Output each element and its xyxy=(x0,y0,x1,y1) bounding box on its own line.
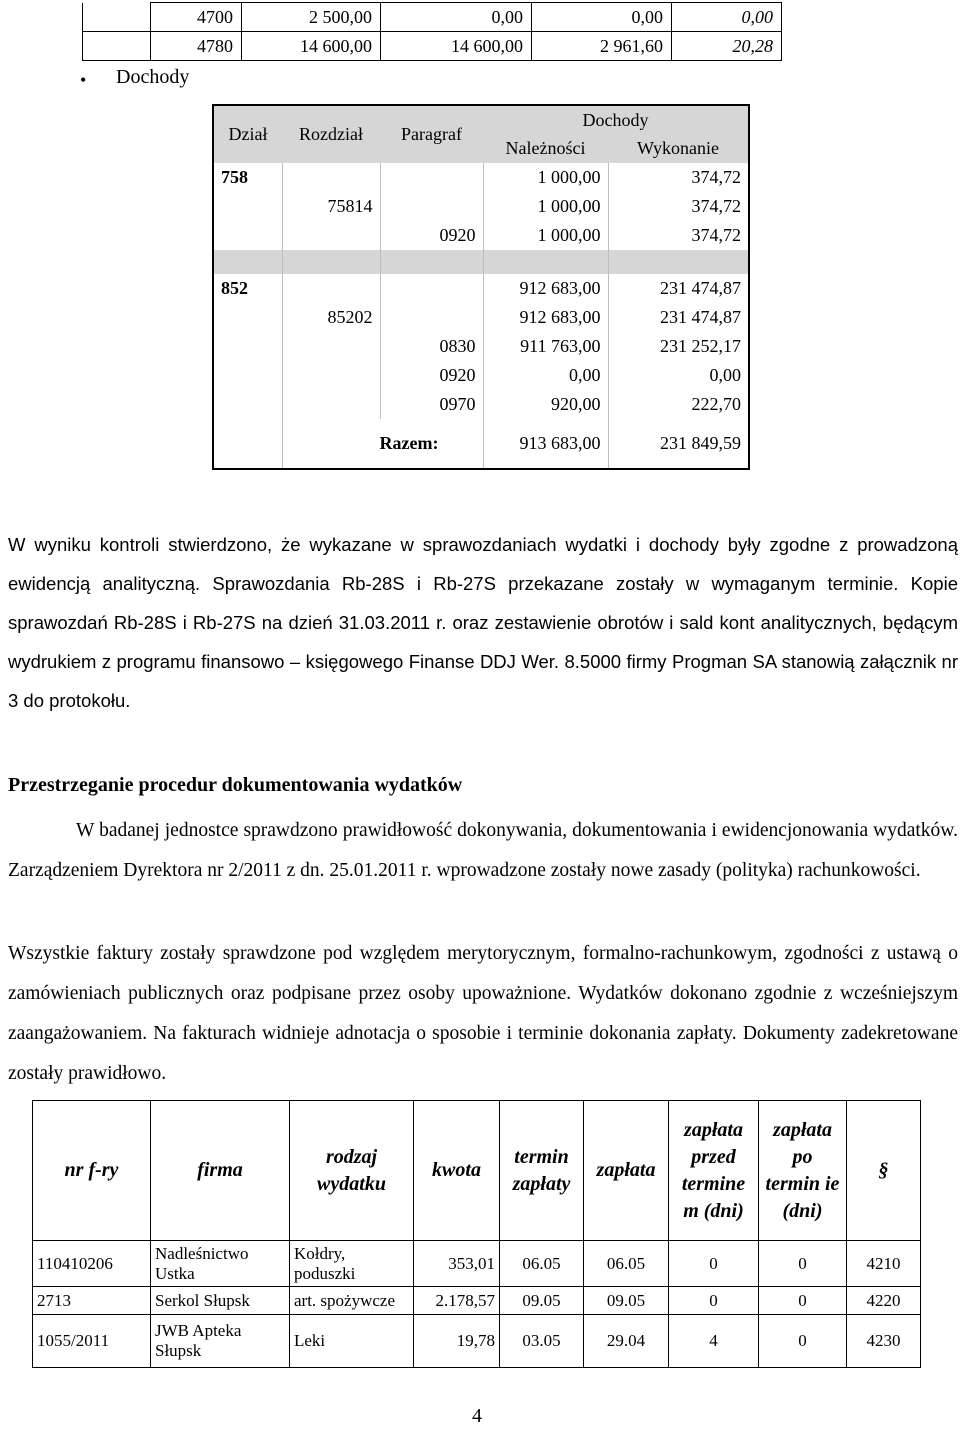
table-cell: 852 xyxy=(213,274,282,303)
col-header-paragraf: Paragraf xyxy=(380,105,483,163)
col-header-po: zapłata po termin ie (dni) xyxy=(759,1101,847,1241)
table-row xyxy=(213,332,749,361)
table-cell: 2.178,57 xyxy=(414,1287,500,1315)
table-cell: 2 500,00 xyxy=(242,3,381,32)
table-cell xyxy=(213,192,282,221)
table-cell: 20,28 xyxy=(672,32,782,61)
col-header-kwota: kwota xyxy=(414,1101,500,1241)
table-cell: 03.05 xyxy=(500,1315,584,1368)
table-cell xyxy=(380,192,483,221)
table-cell: 1 000,00 xyxy=(483,163,608,192)
table-cell: 0920 xyxy=(380,221,483,250)
table-cell xyxy=(213,303,282,332)
table-cell xyxy=(282,361,380,390)
table-cell: Kołdry, poduszki xyxy=(290,1241,414,1287)
table-cell: 231 474,87 xyxy=(608,274,749,303)
col-header-przed: zapłata przed termine m (dni) xyxy=(669,1101,759,1241)
table-cell: 2 961,60 xyxy=(532,32,672,61)
table-row xyxy=(33,1287,921,1315)
table-cell: 0,00 xyxy=(532,3,672,32)
table-row xyxy=(33,1315,921,1368)
table-cell xyxy=(380,163,483,192)
table-cell: 85202 xyxy=(282,303,380,332)
table-cell: 374,72 xyxy=(608,192,749,221)
table-cell xyxy=(282,332,380,361)
table-row xyxy=(213,361,749,390)
table-cell: 1055/2011 xyxy=(33,1315,151,1368)
table-spacer-row xyxy=(213,250,749,274)
col-header-nr: nr f-ry xyxy=(33,1101,151,1241)
table-row xyxy=(213,274,749,303)
table-cell: 222,70 xyxy=(608,390,749,419)
table-cell: 0 xyxy=(759,1315,847,1368)
table-cell: 1 000,00 xyxy=(483,221,608,250)
table-cell: 0 xyxy=(759,1241,847,1287)
table-cell: 0 xyxy=(669,1241,759,1287)
table-cell: 1 000,00 xyxy=(483,192,608,221)
table-cell: 06.05 xyxy=(584,1241,669,1287)
invoice-table xyxy=(32,1100,921,1368)
col-header-rozdzial: Rozdział xyxy=(282,105,380,163)
table-cell xyxy=(380,274,483,303)
table-cell: 09.05 xyxy=(584,1287,669,1315)
table-cell xyxy=(282,274,380,303)
table-cell: 231 252,17 xyxy=(608,332,749,361)
table-cell: 4700 xyxy=(151,3,242,32)
table-cell: 374,72 xyxy=(608,163,749,192)
col-header-firma: firma xyxy=(151,1101,290,1241)
table-cell xyxy=(213,361,282,390)
table-cell: 29.04 xyxy=(584,1315,669,1368)
table-header-row xyxy=(33,1101,921,1241)
table-cell: 0 xyxy=(759,1287,847,1315)
table-cell: 4220 xyxy=(847,1287,921,1315)
table-cell: 14 600,00 xyxy=(242,32,381,61)
table-cell: 912 683,00 xyxy=(483,274,608,303)
total-label: Razem: xyxy=(282,419,483,469)
table-row xyxy=(213,163,749,192)
total-naleznosci: 913 683,00 xyxy=(483,419,608,469)
table-cell: 06.05 xyxy=(500,1241,584,1287)
page-number: 4 xyxy=(472,1405,482,1427)
table-cell xyxy=(380,303,483,332)
table-cell: 0 xyxy=(669,1287,759,1315)
col-header-termin: termin zapłaty xyxy=(500,1101,584,1241)
table-cell: 110410206 xyxy=(33,1241,151,1287)
section-label: Dochody xyxy=(116,66,190,88)
table-cell: Nadleśnictwo Ustka xyxy=(151,1241,290,1287)
table-header-row xyxy=(213,105,749,134)
table-cell: art. spożywcze xyxy=(290,1287,414,1315)
table-cell: 0970 xyxy=(380,390,483,419)
table-cell: 4230 xyxy=(847,1315,921,1368)
table-cell xyxy=(213,332,282,361)
table-cell: JWB Apteka Słupsk xyxy=(151,1315,290,1368)
table-row xyxy=(33,1241,921,1287)
table-cell: 912 683,00 xyxy=(483,303,608,332)
col-header-group: Dochody xyxy=(483,105,749,134)
table-cell xyxy=(282,221,380,250)
table-cell: Leki xyxy=(290,1315,414,1368)
table-cell: 19,78 xyxy=(414,1315,500,1368)
table-cell: 4780 xyxy=(151,32,242,61)
expenses-table-tail xyxy=(82,2,782,61)
col-header-wykonanie: Wykonanie xyxy=(608,134,749,163)
table-cell: 911 763,00 xyxy=(483,332,608,361)
table-row xyxy=(83,32,782,61)
section-heading: Przestrzeganie procedur dokumentowania wydatków xyxy=(8,774,463,796)
table-cell xyxy=(282,163,380,192)
table-cell: 0,00 xyxy=(608,361,749,390)
table-row xyxy=(83,3,782,32)
col-header-zaplata: zapłata xyxy=(584,1101,669,1241)
total-wykonanie: 231 849,59 xyxy=(608,419,749,469)
table-cell: 4210 xyxy=(847,1241,921,1287)
findings-paragraph: W wyniku kontroli stwierdzono, że wykazane w sprawozdaniach wydatki i dochody były zgodne z prowadzoną ewidencją analityczną. Sprawozdania Rb-28S i Rb-27S przekazane zostały w wymaganym terminie. Kopie sprawozdań Rb-28S i Rb-27S na dzień 31.03.2011 r. oraz zestawienie obrotów i sald kont analitycznych, będącym wydrukiem z programu finansowo – księgowego Finanse DDJ Wer. 8.5000 firmy Progman SA stanowią załącznik nr 3 do protokołu. xyxy=(8,534,958,711)
invoices-paragraph: Wszystkie faktury zostały sprawdzone pod względem merytorycznym, formalno-rachunkowym, zgodności z ustawą o zamówieniach publicznych oraz podpisane przez osoby upoważnione. Wydatków dokonano zgodnie z wcześniejszym zaangażowaniem. Na fakturach widnieje adnotacja o sposobie i terminie dokonania zapłaty. Dokumenty zadekretowane zostały prawidłowo. xyxy=(8,943,958,1084)
bullet-icon: • xyxy=(80,70,87,90)
table-cell: 0830 xyxy=(380,332,483,361)
table-cell: 75814 xyxy=(282,192,380,221)
table-cell: 231 474,87 xyxy=(608,303,749,332)
table-cell xyxy=(282,390,380,419)
table-cell: 0,00 xyxy=(483,361,608,390)
table-cell: 0920 xyxy=(380,361,483,390)
col-header-dzial: Dział xyxy=(213,105,282,163)
table-cell xyxy=(213,390,282,419)
table-cell: 0,00 xyxy=(381,3,532,32)
table-cell xyxy=(213,221,282,250)
table-cell: 2713 xyxy=(33,1287,151,1315)
table-cell: 14 600,00 xyxy=(381,32,532,61)
col-header-paragraf: § xyxy=(847,1101,921,1241)
table-cell: 0,00 xyxy=(672,3,782,32)
income-table xyxy=(212,104,750,470)
table-row xyxy=(213,303,749,332)
table-row xyxy=(213,221,749,250)
table-cell: 09.05 xyxy=(500,1287,584,1315)
table-cell: 4 xyxy=(669,1315,759,1368)
procedure-paragraph: W badanej jednostce sprawdzono prawidłowość dokonywania, dokumentowania i ewidencjonowania wydatków. Zarządzeniem Dyrektora nr 2/2011 z dn. 25.01.2011 r. wprowadzone zostały nowe zasady (polityka) rachunkowości. xyxy=(8,820,958,881)
table-cell: 758 xyxy=(213,163,282,192)
table-cell: Serkol Słupsk xyxy=(151,1287,290,1315)
table-row xyxy=(213,192,749,221)
table-cell: 353,01 xyxy=(414,1241,500,1287)
table-cell: 374,72 xyxy=(608,221,749,250)
table-cell: 920,00 xyxy=(483,390,608,419)
total-row xyxy=(213,419,749,469)
col-header-rodzaj: rodzaj wydatku xyxy=(290,1101,414,1241)
table-row xyxy=(213,390,749,419)
col-header-naleznosci: Należności xyxy=(483,134,608,163)
